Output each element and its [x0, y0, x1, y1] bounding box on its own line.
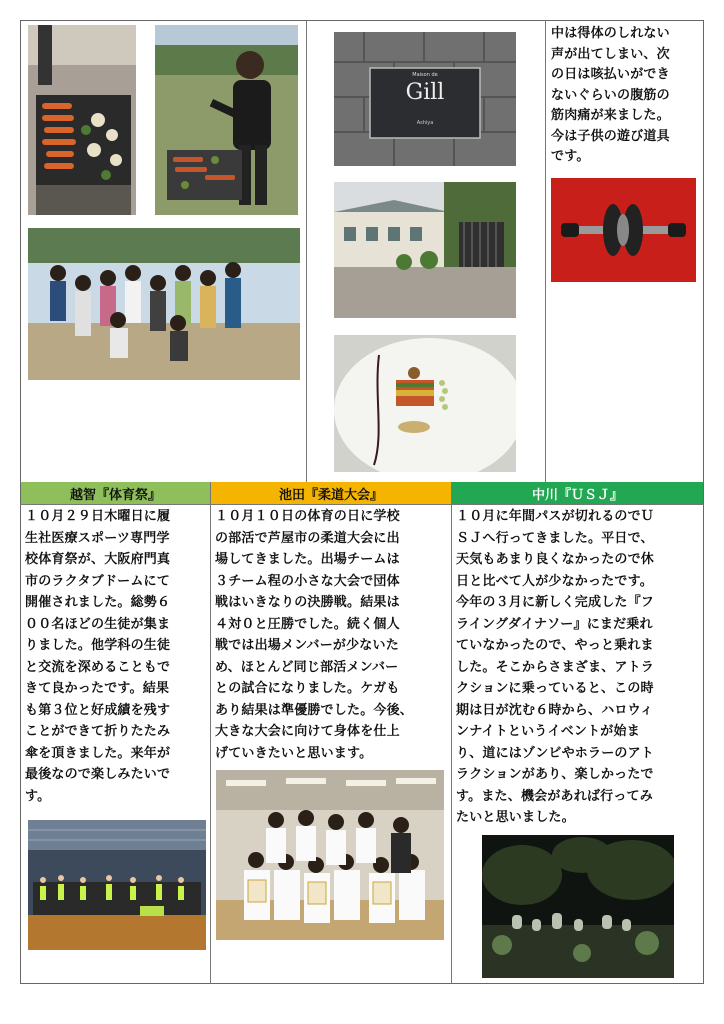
article-line: ライングダイナソー』にまだ乗れ [456, 616, 653, 632]
note-line: 声が出てしまい、次 [551, 46, 670, 62]
article-line: 傘を頂きました。来年が [25, 745, 171, 761]
article-line: 戦では出場メンバーが少ないた [215, 638, 399, 653]
sign-top-text: Maison de [412, 72, 438, 78]
article-line: 最後なので楽しみたいで [25, 767, 171, 782]
header-label: 越智『体育祭』 [69, 487, 161, 503]
bbq-grill-photo [28, 25, 136, 215]
plated-dish-photo [334, 335, 516, 472]
article-line: あり結果は準優勝でした。今後、 [215, 702, 414, 718]
header-label: 池田『柔道大会』 [278, 487, 383, 503]
bbq-man-photo [155, 25, 298, 215]
article-line: たいと思いました。 [456, 810, 575, 825]
ab-roller-photo [551, 178, 696, 282]
article-line: した。そこからさまざま、アトラ [456, 659, 655, 675]
article-line: 開催されました。総勢６ [25, 595, 171, 610]
header-label: 中川『ＵＳＪ』 [531, 487, 623, 503]
header-divider [20, 504, 704, 505]
sports-festival-article [25, 506, 208, 807]
column-header-usj [452, 482, 703, 504]
article-line: の部活で芦屋市の柔道大会に出 [215, 530, 400, 546]
article-line: 今年の３月に新しく完成した『フ [456, 595, 655, 610]
article-line: ４対０と圧勝でした。続く個人 [215, 616, 400, 632]
bottom-divider-right [451, 482, 452, 984]
column-header-judo [211, 482, 451, 504]
article-line: 日と比べて人が少なかったです。 [456, 573, 653, 589]
sign-name-text: Gill [405, 80, 445, 105]
article-line: 市のラクタブドームにて [25, 573, 170, 589]
article-line: す。 [25, 788, 51, 804]
article-line: 期は日が沈む６時から、ハロウィ [456, 702, 654, 718]
restaurant-sign-photo [334, 32, 516, 166]
note-line: の日は咳払いができ [551, 67, 670, 82]
note-line: 中は得体のしれない [551, 26, 670, 41]
group-photo [28, 228, 300, 380]
note-line: 筋肉痛が来ました。 [551, 108, 670, 123]
article-line: 生社医療スポーツ専門学 [25, 530, 170, 546]
article-line: と交流を深めることもで [25, 659, 171, 675]
article-line: 戦はいきなりの決勝戦。結果は [215, 595, 400, 610]
usj-halloween-photo [482, 835, 674, 978]
article-line: きて良かったです。結果 [25, 681, 170, 696]
article-line: ＳＪへ行ってきました。平日で、 [456, 530, 654, 546]
note-line: です。 [551, 149, 590, 164]
article-line: げていきたいと思います。 [215, 745, 373, 761]
article-line: ンナイトというイベントが始ま [456, 724, 640, 739]
sports-festival-photo [28, 820, 206, 950]
article-line: 校体育祭が、大阪府門真 [25, 552, 171, 567]
article-line: す。また、機会があれば行ってみ [456, 788, 653, 804]
judo-article [215, 506, 449, 764]
article-line: クションに乗っていると、この時 [456, 681, 654, 696]
top-right-note [551, 24, 701, 168]
article-line: ００名ほどの生徒が集ま [25, 616, 171, 632]
note-line: 今は子供の遊び道具 [551, 128, 670, 144]
article-line: １０月２９日木曜日に履 [25, 509, 171, 524]
article-line: 場してきました。出場チームは [215, 552, 400, 567]
top-divider-left [306, 20, 307, 482]
article-line: め、ほとんど同じ部活メンバー [215, 659, 399, 675]
sign-sub-text: Ashiya [416, 120, 434, 126]
column-header-sports-festival [21, 482, 210, 504]
article-line: １０月に年間パスが切れるのでＵ [456, 509, 655, 524]
article-line: り、道にはゾンビやホラーのアト [456, 745, 655, 761]
article-line: ていなかったので、やっと乗れま [456, 638, 654, 653]
bottom-divider-left [210, 482, 211, 984]
usj-article [456, 506, 702, 829]
article-line: ラクションがあり、楽しかったで [456, 767, 654, 782]
article-line: との試合になりました。ケガも [215, 681, 400, 696]
article-line: ３チーム程の小さな大会で団体 [215, 573, 400, 589]
judo-team-photo [216, 770, 444, 940]
restaurant-building-photo [334, 182, 516, 318]
article-line: も第３位と好成績を残す [25, 702, 171, 718]
article-line: りました。他学科の生徒 [25, 638, 171, 653]
article-line: 大きな大会に向けて身体を仕上 [215, 724, 400, 739]
top-divider-right [545, 20, 546, 482]
note-line: ないぐらいの腹筋の [551, 87, 670, 103]
article-line: １０月１０日の体育の日に学校 [215, 509, 400, 524]
article-line: 天気もあまり良くなかったので休 [456, 552, 655, 567]
article-line: ことができて折りたたみ [25, 724, 171, 739]
